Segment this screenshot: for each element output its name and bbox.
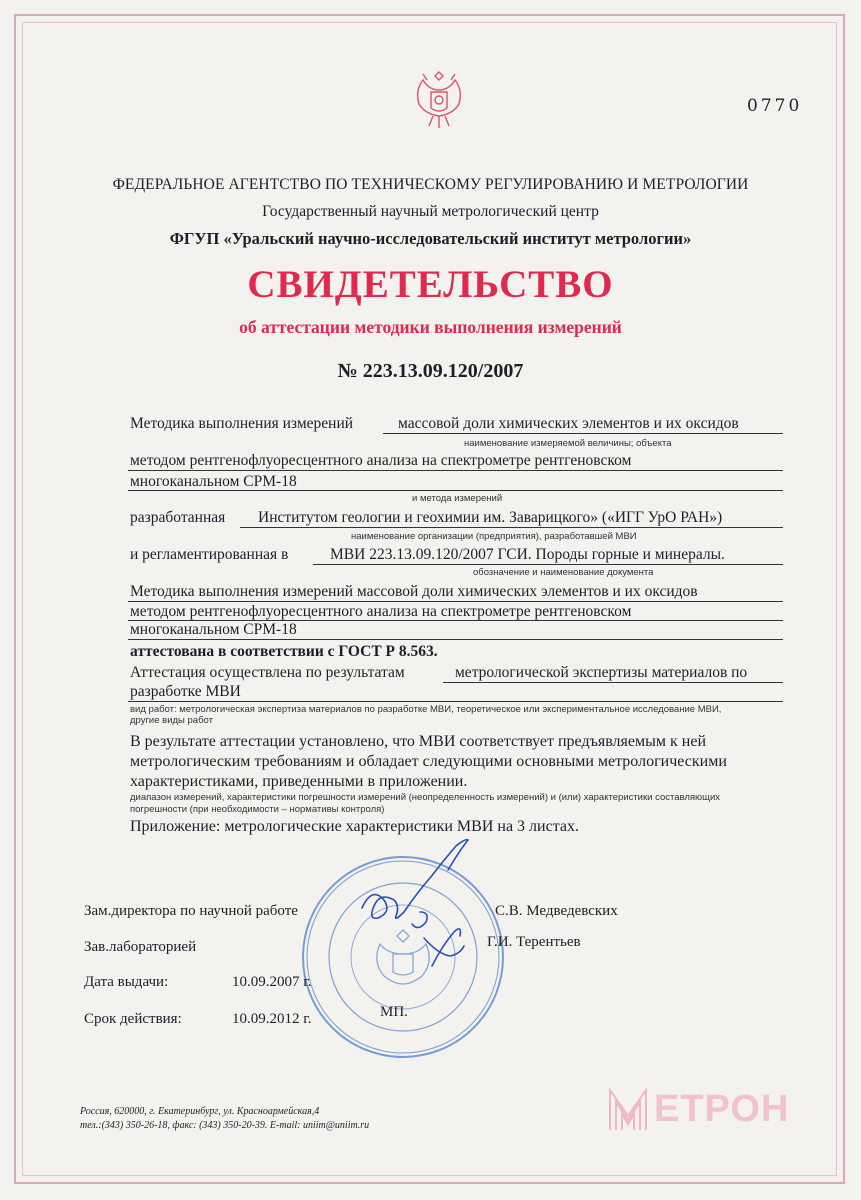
result-line-2: метрологическим требованиям и обладает следующими основными метрологическими bbox=[130, 753, 727, 770]
footer-address: Россия, 620000, г. Екатеринбург, ул. Красноармейская,4 bbox=[80, 1106, 320, 1117]
signature-icon bbox=[352, 838, 502, 978]
page-title: СВИДЕТЕЛЬСТВО bbox=[247, 263, 614, 306]
valid-until-label: Срок действия: bbox=[84, 1011, 182, 1027]
regulated-value: МВИ 223.13.09.120/2007 ГСИ. Породы горные и минералы. bbox=[330, 546, 725, 563]
doc-line-3: многоканальном СРМ-18 bbox=[130, 621, 297, 638]
caption: другие виды работ bbox=[130, 715, 213, 726]
attestation-label: Аттестация осуществлена по результатам bbox=[130, 664, 405, 681]
page-subtitle: об аттестации методики выполнения измерений bbox=[239, 317, 622, 337]
metron-logo-icon bbox=[608, 1086, 656, 1132]
underline bbox=[240, 527, 783, 528]
institute-header: ФГУП «Уральский научно-исследовательский институт метрологии» bbox=[169, 229, 692, 248]
metron-logo-text: ЕТРОН bbox=[654, 1088, 790, 1130]
coat-of-arms-icon bbox=[411, 66, 467, 132]
underline bbox=[383, 433, 783, 434]
stamp-place-label: МП. bbox=[380, 1004, 408, 1020]
regulated-label: и регламентированная в bbox=[130, 546, 289, 563]
caption: вид работ: метрологическая экспертиза материалов по разработке МВИ, теоретическое или экспериментальное исследование МВИ, bbox=[130, 704, 722, 715]
appendix-line: Приложение: метрологические характеристики МВИ на 3 листах. bbox=[130, 818, 579, 835]
developed-value: Институтом геологии и геохимии им. Заварицкого» («ИГГ УрО РАН») bbox=[258, 509, 723, 526]
serial-number: 0770 bbox=[747, 96, 803, 116]
agency-header: ФЕДЕРАЛЬНОЕ АГЕНТСТВО ПО ТЕХНИЧЕСКОМУ РЕГУЛИРОВАНИЮ И МЕТРОЛОГИИ bbox=[112, 176, 749, 193]
attestation-value-1: метрологической экспертизы материалов по bbox=[455, 664, 748, 681]
caption: и метода измерений bbox=[412, 493, 503, 504]
underline bbox=[128, 601, 783, 602]
caption: обозначение и наименование документа bbox=[473, 567, 654, 578]
result-line-3: характеристиками, приведенными в приложении. bbox=[130, 773, 468, 790]
underline bbox=[128, 470, 783, 471]
caption: диапазон измерений, характеристики погрешности измерений (неопределенность измерений) и (или) характеристики составляющих bbox=[130, 792, 721, 803]
underline bbox=[128, 490, 783, 491]
footer-contacts: тел.:(343) 350-26-18, факс: (343) 350-20-39. E-mail: uniim@uniim.ru bbox=[80, 1120, 370, 1131]
result-line-1: В результате аттестации установлено, что МВИ соответствует предъявляемым к ней bbox=[130, 733, 706, 750]
method-value-2: методом рентгенофлуоресцентного анализа на спектрометре рентгеновском bbox=[130, 452, 632, 469]
method-value-3: многоканальном СРМ-18 bbox=[130, 473, 297, 490]
caption: наименование измеряемой величины; объекта bbox=[464, 438, 672, 449]
lab-head-label: Зав.лабораторией bbox=[84, 939, 197, 955]
method-value-1: массовой доли химических элементов и их оксидов bbox=[398, 415, 739, 432]
underline bbox=[313, 564, 783, 565]
issue-date-value: 10.09.2007 г. bbox=[232, 974, 312, 990]
attested-statement: аттестована в соответствии с ГОСТ Р 8.563. bbox=[130, 643, 438, 660]
metron-logo bbox=[608, 1086, 818, 1132]
underline bbox=[443, 682, 783, 683]
center-header: Государственный научный метрологический центр bbox=[262, 203, 599, 220]
caption: наименование организации (предприятия), разработавшей МВИ bbox=[351, 531, 637, 542]
caption: погрешности (при необходимости – нормативы контроля) bbox=[130, 804, 385, 815]
doc-line-1: Методика выполнения измерений массовой доли химических элементов и их оксидов bbox=[130, 583, 698, 600]
attestation-value-2: разработке МВИ bbox=[130, 683, 241, 700]
certificate-number: № 223.13.09.120/2007 bbox=[337, 360, 524, 382]
doc-line-2: методом рентгенофлуоресцентного анализа на спектрометре рентгеновском bbox=[130, 603, 632, 620]
lab-head-name: Г.И. Терентьев bbox=[487, 934, 581, 950]
underline bbox=[128, 639, 783, 640]
deputy-director-name: С.В. Медведевских bbox=[495, 903, 618, 919]
developed-label: разработанная bbox=[130, 509, 226, 526]
issue-date-label: Дата выдачи: bbox=[84, 974, 169, 990]
deputy-director-label: Зам.директора по научной работе bbox=[84, 903, 298, 919]
underline bbox=[128, 701, 783, 702]
method-label: Методика выполнения измерений bbox=[130, 415, 354, 432]
valid-until-value: 10.09.2012 г. bbox=[232, 1011, 312, 1027]
